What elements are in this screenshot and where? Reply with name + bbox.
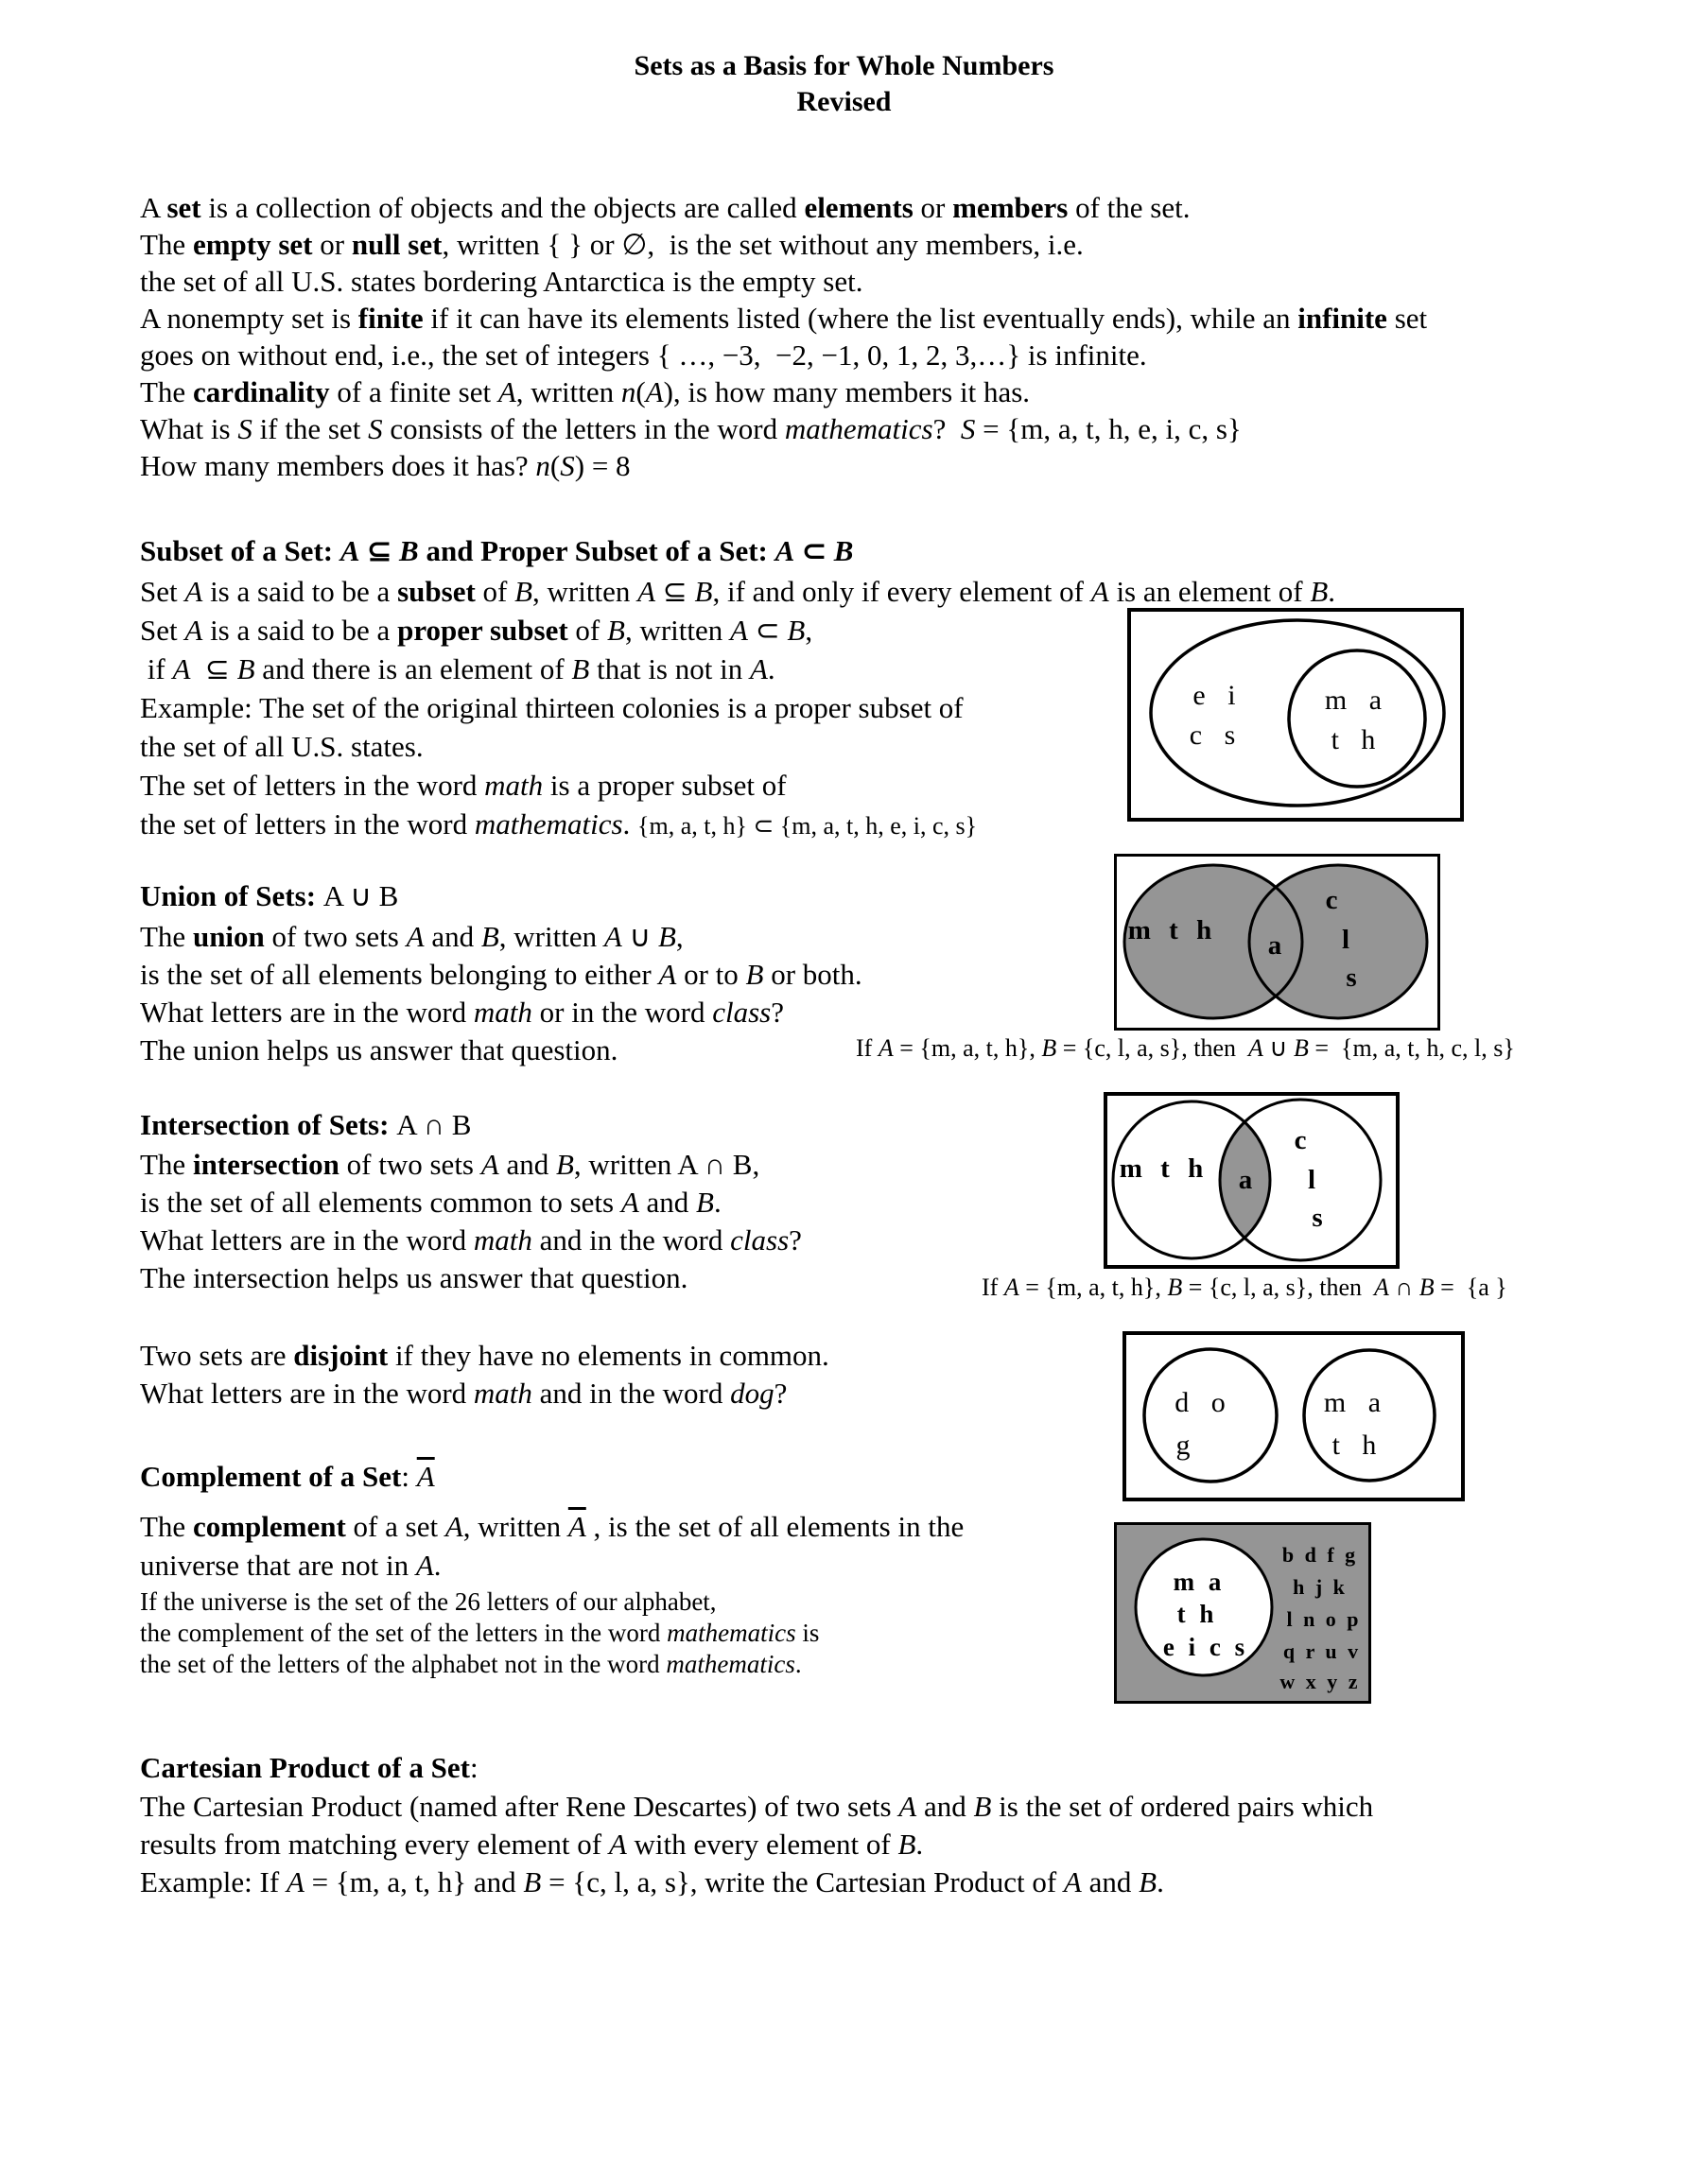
intersection-caption: If A = {m, a, t, h}, B = {c, l, a, s}, then A ∩ B = {a } [982,1274,1507,1301]
text-line: Example: If A = {m, a, t, h} and B = {c, l, a, s}, write the Cartesian Product of A and B. [140,1865,1164,1898]
text-line: The union helps us answer that question. [140,1033,618,1066]
intro-paragraph [140,189,1427,484]
venn-label: q r u v [1282,1639,1362,1663]
union-paragraph [140,918,862,1069]
doc-title: Sets as a Basis for Whole Numbers [634,50,1054,81]
venn-label: c [1294,1125,1307,1155]
heading-line: Complement of a Set: $\overline{A}$ [140,1460,435,1493]
text-line: Set A is a said to be a subset of B, written A ⊆ B, if and only if every element of A is an element of B. [140,575,1336,608]
cartesian-paragraph [140,1788,1373,1901]
text-line: What letters are in the word math or in the word class? [140,996,784,1029]
heading-line: Union of Sets: A ∪ B [140,879,399,912]
heading-line: Subset of a Set: A ⊆ B and Proper Subset of a Set: A ⊂ B [140,534,854,567]
text-line: is the set of all elements belonging to either A or to B or both. [140,958,862,991]
text-line: universe that are not in A. [140,1549,442,1582]
complement-note [140,1586,819,1680]
text-line: if A ⊆ B and there is an element of B that is not in A. [140,652,775,685]
heading-line: Cartesian Product of a Set: [140,1751,479,1784]
venn-label: s [1346,962,1357,993]
venn-label: c [1325,885,1338,915]
venn-label: s [1312,1203,1323,1233]
text-line: The cardinality of a finite set A, written n(A), is how many members it has. [140,375,1031,408]
text-line: What letters are in the word math and in the word class? [140,1223,802,1257]
venn-label: e i c s [1162,1633,1249,1661]
complement-paragraph [140,1507,964,1585]
subset-venn-diagram [1127,608,1464,822]
text-line: The union of two sets A and B, written A ∪ B, [140,920,684,953]
complement-venn-diagram [1114,1522,1371,1704]
venn-label: t h [1176,1600,1218,1628]
text-line: results from matching every element of A with every element of B. [140,1828,924,1861]
venn-label: a [1238,1165,1253,1195]
text-line: The Cartesian Product (named after Rene Descartes) of two sets A and B is the set of ordered pairs which [140,1790,1374,1823]
text-line: the set of letters in the word mathematics. {m, a, t, h} ⊂ {m, a, t, h, e, i, c, s} [140,807,978,841]
text-line: The set of letters in the word math is a proper subset of [140,769,787,802]
venn-label: m a [1323,1387,1389,1418]
text-line: Example: The set of the original thirteen colonies is a proper subset of [140,691,964,724]
section-heading-cartesian [140,1749,479,1787]
venn-label: t h [1331,724,1383,755]
text-line: The empty set or null set, written { } or ∅, is the set without any members, i.e. [140,228,1084,261]
venn-label: m a [1173,1568,1226,1596]
text-line: Two sets are disjoint if they have no elements in common. [140,1339,829,1372]
text-line: the set of all U.S. states bordering Antarctica is the empty set. [140,265,863,298]
section-heading-union [140,877,398,915]
venn-label: l [1341,925,1350,955]
venn-label: m t h [1127,915,1218,945]
union-venn-diagram [1114,854,1440,1031]
disjoint-venn-diagram [1122,1331,1465,1501]
heading-line: Intersection of Sets: A ∩ B [140,1108,472,1141]
text-line: The intersection of two sets A and B, written A ∩ B, [140,1148,760,1181]
text-line: Set A is a said to be a proper subset of B, written A ⊂ B, [140,614,813,647]
text-line: A set is a collection of objects and the objects are called elements or members of the set. [140,191,1191,224]
text-line: A nonempty set is finite if it can have its elements listed (where the list eventually ends), while an infinite set [140,302,1428,335]
intersection-venn-diagram [1104,1092,1400,1269]
venn-label: c s [1189,719,1244,751]
venn-label: m t h [1119,1153,1209,1184]
text-line: The complement of a set A, written $\overline{A}$ , is the set of all elements in the [140,1510,965,1543]
venn-label: b d f g [1281,1543,1359,1567]
venn-label: w x y z [1279,1670,1361,1693]
text-line: is the set of all elements common to sets A and B. [140,1186,722,1219]
section-heading-intersection [140,1106,471,1144]
venn-label: h j k [1293,1575,1348,1599]
text-line: What letters are in the word math and in the word dog? [140,1377,788,1410]
text-line: the set of all U.S. states. [140,730,424,763]
venn-label: l n o p [1286,1607,1362,1631]
venn-label: t h [1331,1430,1384,1461]
venn-label: d o [1175,1387,1233,1418]
text-line: goes on without end, i.e., the set of integers { …, −3, −2, −1, 0, 1, 2, 3,…} is infinite. [140,338,1147,372]
diagram-frame [1129,610,1462,820]
section-heading-subset [140,532,853,570]
venn-label: l [1307,1165,1316,1195]
venn-label: e i [1192,680,1244,711]
text-line: How many members does it has? n(S) = 8 [140,449,631,482]
text-line: the set of the letters of the alphabet not in the word mathematics. [140,1650,802,1678]
venn-label: g [1175,1430,1198,1461]
venn-label: m a [1324,685,1390,716]
section-heading-complement [140,1458,435,1496]
venn-label: a [1267,930,1282,961]
doc-subtitle: Revised [796,86,892,117]
text-line: If the universe is the set of the 26 letters of our alphabet, [140,1587,717,1616]
text-line: the complement of the set of the letters in the word mathematics is [140,1619,820,1647]
text-line: What is S if the set S consists of the letters in the word mathematics? S = {m, a, t, h, e, i, c, s} [140,412,1242,445]
union-caption: If A = {m, a, t, h}, B = {c, l, a, s}, then A ∪ B = {m, a, t, h, c, l, s} [856,1034,1515,1062]
disjoint-paragraph [140,1337,829,1413]
intersection-paragraph [140,1146,802,1297]
text-line: The intersection helps us answer that question. [140,1261,688,1294]
